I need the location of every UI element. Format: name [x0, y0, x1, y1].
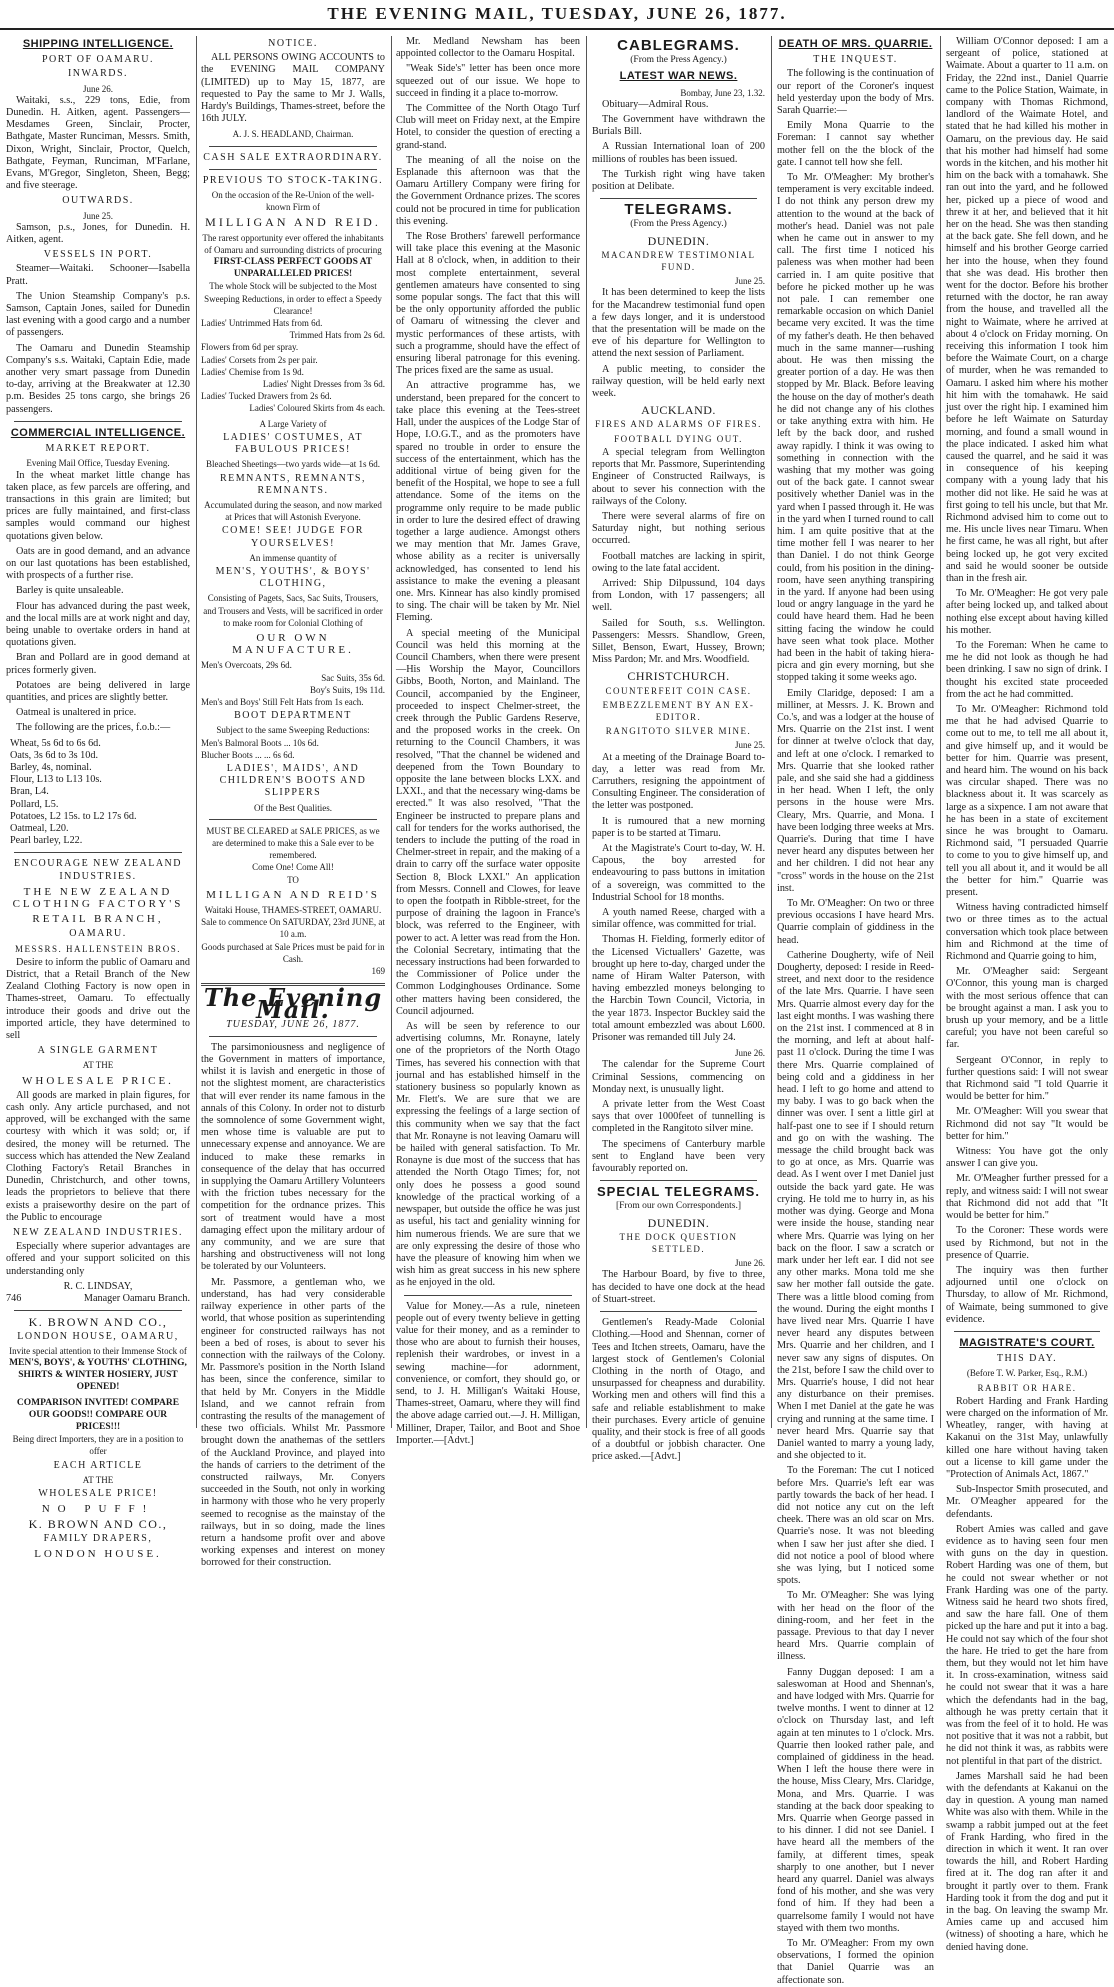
column-3: [396, 36, 580, 1446]
news-paragraph: "Weak Side's" letter has been once more squeezed out of our issue. We hope to succeed in finding it a place to-morrow.: [396, 63, 580, 99]
stock-item: Ladies' Tucked Drawers from 2s 6d.: [201, 391, 332, 402]
masthead: [0, 0, 1114, 32]
market-paragraph: The following are the prices, f.o.b.:—: [16, 722, 171, 734]
own-manufacture: OUR OWN MANUFACTURE.: [232, 631, 354, 657]
inquest-paragraph: To the Foreman: When he came to me he did not look as though he had been drinking. I saw no sign of drink. I thought his excited state proceeded from the act he had committed.: [946, 639, 1108, 700]
comparison-text: COMPARISON INVITED! COMPARE OUR GOODS!! COMPARE OUR PRICES!!!: [16, 1397, 180, 1432]
market-paragraph: Barley is quite unsaleable.: [16, 585, 124, 597]
christchurch-heading: CHRISTCHURCH.: [627, 669, 730, 684]
before-text: (Before T. W. Parker, Esq., R.M.): [966, 1368, 1088, 1379]
come-one: Come One! Come All!: [252, 862, 334, 873]
oamaru-caps: OAMARU.: [69, 928, 127, 940]
commercial-heading: COMMERCIAL INTELLIGENCE.: [10, 426, 186, 439]
wholesale-price: WHOLESALE PRICE.: [22, 1074, 174, 1087]
column-rule: [586, 36, 587, 1428]
being-direct: Being direct Importers, they are in a position to offer: [12, 1434, 184, 1457]
whole-stock-text: The whole Stock will be subjected to the Most Sweeping Reductions, in order to effect a Speedy Clearance!: [204, 281, 382, 316]
telegram-paragraph: It is rumoured that a new morning paper is to be started at Timaru.: [592, 815, 765, 839]
news-paragraph: An attractive programme has, we understand, been prepared for the concert to take place this evening at the Tees-street Hall, under the auspices of the Lodge Star of Hope, I.O.G.T., and as the promoters have spared no trouble in order to ensure the success of the entertainment, which has the additional virtue of being given for the benefit of the Hospital, we hope to see a full attendance. Some of the items on the programme only require to be made public in order to lure the desired effect of drawing together a large audience. Amongst others we may mention that Mr. James Grave, whose ability as a reciter is universally acknowledged, has consented to lend his assistance to make the evening a pleasant one. Mrs. Kinnear has also kindly promised to sing. The chair will be taken by Mr. Niel Fleming.: [396, 380, 580, 624]
price-item: Potatoes, L2 15s. to L2 17s 6d.: [10, 810, 137, 822]
inquest-paragraph: To the Coroner: These words were used by Richmond, but not in the presence of Quarrie.: [946, 1225, 1108, 1261]
signature-title: Manager Oamaru Branch.: [83, 1293, 190, 1305]
occasion-text: On the occasion of the Re-Union of the well-known Firm of: [211, 190, 375, 213]
advert-number: 746: [6, 1293, 22, 1305]
divider: [209, 819, 377, 820]
cablegrams-heading: CABLEGRAMS.: [617, 37, 740, 54]
fires-heading: FIRES AND ALARMS OF FIRES.: [595, 419, 762, 430]
telegram-paragraph: Sailed for South, s.s. Wellington. Passengers: Messrs. Shandlow, Green, Sillet, Benson, Ewart, Hussey, Brown; Miss Pardon; Mr. and Mrs. Woodfield.: [592, 617, 765, 666]
market-paragraph: In the wheat market little change has taken place, as few parcels are offering, and transactions in this grain are limited; but prices are fully maintained, and first-class samples would command our highest quotations given below.: [6, 469, 190, 542]
especially-text: Especially where superior advantages are offered and your support solicited on this understanding only: [6, 1241, 190, 1277]
inquest-paragraph: To Mr. O'Meagher: On two or three previous occasions I have heard Mrs. Quarrie complain of giddiness in the head.: [777, 898, 934, 946]
outwards-date: June 25.: [83, 210, 113, 221]
divider: [209, 146, 377, 147]
divider: [404, 1295, 572, 1296]
macandrew-heading: MACANDREW TESTIMONIAL FUND.: [601, 249, 756, 273]
notice-text: ALL PERSONS OWING ACCOUNTS to the EVENING MAIL COMPANY (LIMITED) up to May 15, 1877, are requested to Pay the same to Mr J. Walls, Hardy's Buildings, Thames-street, before the 16th JULY.: [201, 52, 385, 125]
column-rule: [196, 36, 197, 1428]
column-2: [201, 36, 385, 1569]
boot-dept-heading: BOOT DEPARTMENT: [234, 710, 352, 722]
telegram-paragraph: At the Magistrate's Court to-day, W. H. Capous, the boy arrested for endeavouring to pass buttons in imitation of a sovereign, was committed to the Industrial School for 18 months.: [592, 842, 765, 903]
waitaki-house: Waitaki House, THAMES-STREET, OAMARU.: [204, 905, 382, 915]
london-house: LONDON HOUSE, OAMARU,: [17, 1330, 179, 1342]
dateline: June 26.: [735, 1258, 765, 1269]
price-item: Oats, 3s 6d to 3s 10d.: [10, 749, 99, 761]
divider: [14, 421, 182, 422]
milligan-heading-2: MILLIGAN AND REID'S: [206, 888, 380, 901]
masthead-title: THE EVENING MAIL, TUESDAY, JUNE 26, 1877.: [327, 4, 787, 23]
rarest-text: The rarest opportunity ever offered the inhabitants of Oamaru and surrounding districts of procuring: [202, 232, 384, 255]
remnants-heading: REMNANTS, REMNANTS, REMNANTS.: [219, 472, 366, 496]
inquest-heading: THE INQUEST.: [813, 54, 898, 66]
outwards-text: Samson, p.s., Jones, for Dunedin. H. Aitken, agent.: [6, 221, 190, 246]
auckland-heading: AUCKLAND.: [641, 403, 716, 418]
shipping-heading: SHIPPING INTELLIGENCE.: [22, 38, 174, 50]
column-rule: [940, 36, 941, 1428]
telegram-paragraph: It has been determined to keep the lists for the Macandrew testimonial fund open a few days longer, and it is understood that the presentation will be made on the eve of his departure for Wellington to attend the next session of Parliament.: [592, 287, 765, 360]
cable-paragraph: The Turkish right wing have taken position at Delibate.: [592, 168, 765, 193]
price-item: Pearl barley, L22.: [10, 835, 83, 847]
london-house-2: LONDON HOUSE.: [34, 1547, 162, 1560]
inquest-paragraph: Catherine Dougherty, wife of Neil Dougherty, deposed: I reside in Reed-street, and next door to the residence of the late Mrs. Quarrie. I have seen Mrs. Quarrie almost every day for the last eight months. I was washing there on the 21st inst. I commenced at 8 in the morning, and left at about half-past 11 o'clock. During the time I was there Mrs. Quarrie complained of being cold and a giddiness in her head. I left to go home and attend to my baby. I was to go back when the dinner was over. I sent a little girl at half-past one to see if I should return and go on with the washing. The message the child brought back was to go at once, as Mrs. Quarrie was dead. As I went over I met Daniel just outside the back yard gate. He was crying. He told me to hurry in, as his mother was dying. George and Mona were inside the house, standing near where Mrs. Quarrie was lying on her back on the floor. I saw a scratch or mark under her left ear. I did not see any other marks. Mona told me she saw her mother fall outside the gate. There was a little blood coming from the wound. During the eight months I have lived near Mrs. Quarrie I have never heard any disputes between Mrs. Quarrie and her children, and I never saw any signs of disputes. On the 21st, before I saw the child over to Mrs. Quarrie's house, I did not hear any disturbance on their premises. When I met Daniel at the gate he was crying and running at the same time. I never heard Mrs. Quarrie say that Daniel wanted to marry a young lady, and she objected to it.: [777, 949, 934, 1462]
hallenstein-heading: MESSRS. HALLENSTEIN BROS.: [14, 943, 182, 954]
market-paragraph: Bran and Pollard are in good demand at prices formerly given.: [6, 652, 190, 676]
price-item: Pollard, L5.: [10, 798, 59, 810]
dateline: June 25.: [735, 276, 765, 287]
news-paragraph: The Committee of the North Otago Turf Club will meet on Friday next, at the Empire Hotel, to consider the question of erecting a grand-stand.: [396, 103, 580, 151]
vessels-heading: VESSELS IN PORT.: [43, 249, 153, 261]
milligan-heading: MILLIGAN AND REID.: [205, 215, 381, 230]
inquest-paragraph: William O'Connor deposed: I am a sergeant of police, stationed at Waimate. About a quarter to 11 a.m. on Friday, the 22nd inst., Daniel Quarrie came to the Police Station, Waimate, in company with Thomas Richmond, landlord of the Waimate Hotel, and stated that he had killed his mother in Oamaru, on the previous day. He said that his mother had himself had some words in the kitchen, and his mother hit him on the back with a tomahawk. She ran out into the yard, and he followed her, picked up a piece of wood and threw it at her, and believed that it hit her on the head. She was then standing at the back gate. She fell down, and he himself and his brother George carried her into the house, when they found that she was dead. His brother then went for the doctor. Before his brother returned with the doctor, he ran away from the house, and travelled all the night to Waimate, where he arrived at about 4 o'clock on Friday morning. On receiving this information I took him before the Waimate Court, on a charge of murder, when he was remanded to Oamaru. I asked him where his mother hit him with the tomahawk. He said just over the right hip. I examined him before he left Waimate on Saturday morning, and found a small wound in the place indicated. I asked him what caused the quarrel, and he said it was in consequence of his keeping company with a young lady that his mother did not like. He said he was at first going to tell his uncle, but that Mr. Richmond advised him to come out to me. His uncle lives near Timaru. When he first came, he was all right, but after being locked up, he got very excited and said he would sooner be outside than in the fresh air.: [946, 36, 1108, 584]
best-qualities: Of the Best Qualities.: [254, 802, 332, 813]
leader-paragraph: Mr. Passmore, a gentleman who, we understand, has had very considerable railway experience in other parts of the world, that whose position as superintending engineer for constructed railways has not been a bed of roses, is about to sever his connection with the railways of the Colony. Mr. Passmore's position in the North Island has been, since the conference, similar to that held by Mr. Conyers in the Middle Island, and we cannot refrain from contrasting the results of the management of these two officials. Whilst Mr. Passmore brought down the anathemas of the settlers of the Auckland Province, and played into the hands of carriers to the detriment of the constructed railways, Mr. Conyers succeeded in the South, not only in working in harmony with those who he very properly seemed to recognise as the mainstay of the railways, but in so doing, made the lines return a handsome profit over and above working expenses and interest on money borrowed for their construction.: [201, 1276, 385, 1569]
boot-item: Blucher Boots ... ... 6s 6d.: [201, 749, 295, 760]
column-5: [777, 36, 935, 1986]
telegram-paragraph: There were several alarms of fire on Saturday night, but nothing serious occurred.: [592, 510, 765, 547]
stock-item: Flowers from 6d per spray.: [201, 342, 299, 353]
single-garment: A SINGLE GARMENT: [37, 1045, 159, 1057]
dunedin-heading-2: DUNEDIN.: [647, 1215, 710, 1230]
men-item: Boy's Suits, 19s 11d.: [309, 684, 385, 695]
divider: [14, 852, 182, 853]
leader-paragraph: The parsimoniousness and negligence of the Government in matters of importance, whilst it is lavish and energetic in those of not the slightest moment, are characteristics that will ever render its name famous in the annals of this Colony. In order not to disturb the somnolence of some Government wight, men whose time is valuable are put to unnecessary expense and annoyance. We are induced to make these remarks in consequence of the delay that has occurred in supplying the Oamaru Artillery Volunteers with the friction tubes necessary for the competition for the ordnance prizes. This sort of treatment would have a most damaging effect upon the military ardour of any community, and we are sure that harshing and obstructiveness will not long be tolerated by our Volunteers.: [201, 1041, 385, 1273]
column-rule: [771, 36, 772, 1428]
inquest-paragraph: Witness having contradicted himself two or three times as to the actual conversation which took place between him and Richmond at the time of Richmond and Quarrie going to him,: [946, 902, 1108, 963]
masthead-rule: [0, 28, 1114, 30]
inquest-paragraph: To Mr. O'Meagher: From my own observations, I formed the opinion that Daniel Quarrie was an affectionate son.: [777, 1938, 934, 1986]
news-paragraph: A special meeting of the Municipal Council was held this morning at the Council Chambers, when there were present—His Worship the Mayor, Councillors Gibbs, Booth, Norton, and Mainland. The Council, accompanied by the Engineer, proceeded to inspect Chelmer-street, the creek through the Public Gardens Reserve, and the proposed works in the creek. On returning to the Council Chambers, it was resolved, "That the channel be widened and deepened from the Town Boundary to opposite the lane between blocks LXX. and LXXI., and that the necessary wing-dams be erected." It was also resolved, "That the Engineer be instructed to prepare plans and call for tenders for the works authorised, the tenders to include the putting of the road in Chelmer-street in repair, and the making of a drain to carry off the surface water opposite Section 8, Block LXXI." An application from Messrs. Connell and Clowes, for leave to open the footpath in Ribble-street, for the purpose of draining the lagoon in France's block, was referred to the Engineer, with power to act. A letter was read from the Hon. the Colonial Secretary, intimating that the necessary instructions had been forwarded to the Commissioner of Police under the Common Lodginghouses Ordinance. Some other matters having been considered, the Council adjourned.: [396, 627, 580, 1017]
column-4: [592, 36, 765, 1463]
death-heading: DEATH OF MRS. QUARRIE.: [778, 38, 933, 50]
inquest-paragraph: Emily Mona Quarrie to the Foreman: I cannot say whether mother fell on the the block of the gate. I cannot tell how she fell.: [777, 120, 934, 168]
market-heading: MARKET REPORT.: [45, 443, 151, 455]
inquest-paragraph: To the Foreman: The cut I noticed before Mrs. Quarrie's left ear was partly towards the back of her head. I did not notice any cut on the left cheek. There was an old scar on Mrs. Quarrie's nose. It was not bleeding when I saw her just after she died. I did not notice a pool of blood where she was lying, but I noticed some spots.: [777, 1465, 934, 1587]
at-the-2: AT THE: [82, 1474, 114, 1485]
divider: [14, 1310, 182, 1311]
inwards-date: June 26.: [83, 83, 113, 94]
bleached-text: Bleached Sheetings—two yards wide—at 1s 6d.: [206, 459, 380, 470]
stock-item: Ladies' Coloured Skirts from 4s each.: [249, 403, 385, 414]
paper-date: TUESDAY, JUNE 26, 1877.: [226, 1018, 360, 1030]
no-puff: NO PUFF!: [41, 1503, 155, 1516]
column-1: [6, 36, 190, 1560]
port-heading: PORT OF OAMARU.: [41, 54, 154, 66]
men-list: [201, 659, 385, 708]
telegram-paragraph: The specimens of Canterbury marble sent to England have been very favourably reported on.: [592, 1138, 765, 1175]
family-drapers: FAMILY DRAPERS,: [43, 1532, 153, 1544]
divider: [954, 1331, 1100, 1332]
stock-item: Ladies' Night Dresses from 3s 6d.: [262, 379, 385, 390]
retail-branch-heading: RETAIL BRANCH,: [32, 913, 164, 926]
war-news-heading: LATEST WAR NEWS.: [619, 70, 738, 83]
inquest-paragraph: Mr. O'Meagher: Will you swear that Richmond did not say "It would be better for him.": [946, 1106, 1108, 1142]
dateline: June 26.: [735, 1048, 765, 1059]
must-be-cleared: MUST BE CLEARED at SALE PRICES, as we are determined to make this a Sale ever to be remembered.: [206, 825, 380, 861]
column-rule: [391, 36, 392, 1428]
signature: R. C. LINDSAY,: [63, 1280, 133, 1292]
cash-sale-heading: CASH SALE EXTRAORDINARY.: [203, 151, 383, 163]
goods-text: All goods are marked in plain figures, for cash only. Any article purchased, and not approved, will be exchanged with the same courtesy with which it was sold; or, if desired, the money will be returned. The success which has attended the New Zealand Clothing Factory's Retail Branches in Dunedin, Christchurch, and other towns, leads the proprietors to believe that there exists a praiseworthy desire on the part of the Public to encourage: [6, 1089, 190, 1223]
consisting-text: Consisting of Pagets, Sacs, Sac Suits, Trousers, and Trousers and Vests, will be sacrificed in order to make room for Colonial Clothing of: [203, 593, 383, 628]
market-paragraph: Potatoes are being delivered in large quantities, and prices are slightly better.: [6, 679, 190, 703]
telegram-paragraph: The Harbour Board, by five to three, has decided to have one dock at the head of Stuart-street.: [592, 1269, 765, 1305]
inquest-paragraph: Witness: You have got the only answer I can give you.: [946, 1146, 1108, 1170]
paper-title: The Evening Mail.: [203, 983, 383, 1025]
price-item: Barley, 4s, nominal.: [10, 761, 92, 773]
advert-paragraph: Gentlemen's Ready-Made Colonial Clothing.—Hood and Shennan, corner of Tees and Itchen streets, Oamaru, have the largest stock of Gentlemen's Colonial Clothing in the north of Otago, and unsurpassed for cheapness and durability. Working men and others will find this a safe and reliable establishment to make their purchases. Every article of genuine quality, and their stock is free of all goods of a doubtful or jobbish character. One price asked.—[Advt.]: [592, 1317, 765, 1463]
advert-number: 169: [371, 966, 385, 977]
nz-clothing-text: Desire to inform the public of Oamaru and District, that a Retail Branch of the New Zealand Clothing Factory is now open in Thames-street, Oamaru. To effectually introduce their goods and drive out the imported article, they have determined to sell: [6, 956, 190, 1042]
divider: [209, 169, 377, 170]
price-item: Flour, L13 to L13 10s.: [10, 774, 102, 786]
divider: [600, 1180, 757, 1181]
inquest-paragraph: Mr. O'Meagher further pressed for a reply, and witness said: I will not swear that Richmond did not add that "It would be better for him.": [946, 1173, 1108, 1222]
news-paragraph: As will be seen by reference to our advertising columns, Mr. Ronayne, lately one of the proprietors of the North Otago Times, has severed his connection with that journal and has established himself in the stationery business so popularly known as Mr. Flett's. We are sure that we are expressing the feelings of a large section of this community when we say that the fact that Mr. Ronayne is not leaving Oamaru will be hailed with general satisfaction. To Mr. Ronayne is due most of the success that has attended the North Otago Times; for, not only does he possess a good sound knowledge of the practical working of a newspaper, but outside the office he was just as useful, his tact and geniality winning for him numerous friends. We are sure that we are only expressing the desire of those who have the pleasure of knowing him when we wish him as great success in his new sphere as he enjoyed in the old.: [396, 1021, 580, 1289]
at-the: AT THE: [82, 1060, 114, 1071]
notice-heading: NOTICE.: [268, 38, 318, 49]
inquest-paragraph: To Mr. O'Meagher: She was lying with her head on the floor of the dining-room, and her feet in the passage. Previous to that day I never heard Mrs. Quarrie complain of illness.: [777, 1590, 934, 1663]
inquest-paragraph: Emily Claridge, deposed: I am a milliner, at Messrs. J. K. Brown and Co.'s, and was a lodger at the house of Mrs. Quarrie on the 21st inst. I went for dinner at twelve o'clock that day, and left at one o'clock. I remarked to Mrs. Quarrie that she looked rather pale, and she said she had a giddiness in her head. When I left, the only persons in the house were Mrs. Cleary, Mrs. Quarrie, and Mona. I have been lodging three weeks at Mrs. Quarrie's. During that time I have never heard any disputes between her and her children. I did not hear any "cross" words in the house on the 21st inst.: [777, 687, 935, 894]
bombay-dateline: Bombay, June 23, 1.32.: [680, 87, 765, 98]
market-subheading: Evening Mail Office, Tuesday Evening.: [26, 458, 170, 469]
immense-text: An immense quantity of: [249, 552, 337, 563]
union-text: The Union Steamship Company's p.s. Samson, Captain Jones, sailed for Dunedin last evening with a good cargo and a number of passengers.: [6, 290, 190, 339]
advert-paragraph: Value for Money.—As a rule, nineteen people out of every twenty believe in getting value for their money, and as a reminder to those who are about to furnish their houses, replenish their wardrobes, or invest in a sewing machine—for adornment, convenience, or comfort, they should go, or send, to J. H. Milligan's Waitaki House, Thames-street, Oamaru, where they will find the above adage carried out.—J. H. Milligan, Milliner, Draper, Tailor, and Boot and Shoe Importer.—[Advt.]: [396, 1300, 580, 1446]
market-paragraph: Flour has advanced during the past week, and the local mills are at work night and day, being unable to overtake orders in hand at quotations given.: [6, 600, 190, 649]
special-source: [From our own Correspondents.]: [615, 1201, 742, 1212]
cable-paragraph: A Russian International loan of 200 millions of roubles has been issued.: [592, 141, 765, 165]
dock-heading: THE DOCK QUESTION SETTLED.: [619, 1231, 738, 1255]
mens-clothing-heading: MEN'S, YOUTHS', & BOYS' CLOTHING,: [215, 565, 371, 590]
inwards-text: Waitaki, s.s., 229 tons, Edie, from Dunedin. H. Aitken, agent. Passengers—Mesdames Green, Sinclair, Procter, Bathgate, Master Runciman, Messrs. Smith, Dixon, Wright, Sinclair, Proctor, Quelch, Bathgate, Feyman, Runciman, M'Farlane, Evans, M'Gregor, Singleton, Sheen, Begg; and five steerage.: [6, 94, 190, 192]
court-paragraph: Robert Amies was called and gave evidence as to having seen four men with guns on the day in question. Robert Harding was one of them, but he could not swear whether or not Frank Harding was one of the party. Witness said he heard two shots fired, and saw the hare fall. One of them picked up the hare and put it into a bag. He could not say which of the four shot the hare. He tried to get the hare from them, but they would not let him have it. In cross-examination, witness said he could not swear that it was a hare which the defendants had in the bag, although he was pretty certain that it was from the feel of it to hold. He was not positive that it was not a rabbit, but he did not think it was, as rabbits were not plentiful in that part of the district.: [946, 1523, 1108, 1767]
vessels-text: Steamer—Waitaki. Schooner—Isabella Pratt.: [6, 263, 190, 287]
price-item: Wheat, 5s 6d to 6s 6d.: [10, 737, 101, 749]
ladies-boots: LADIES', MAIDS', AND CHILDREN'S BOOTS AND SLIPPERS: [219, 762, 367, 799]
court-paragraph: Sub-Inspector Smith prosecuted, and Mr. O'Meagher appeared for the defendants.: [946, 1484, 1108, 1520]
men-item: Men's and Boys' Still Felt Hats from 1s each.: [201, 696, 364, 707]
dateline: June 25.: [735, 740, 765, 751]
telegrams-heading: TELEGRAMS.: [624, 201, 733, 219]
brown-heading: K. BROWN AND CO.,: [28, 1315, 168, 1330]
news-paragraph: The meaning of all the noise on the Esplanade this afternoon was that the Oamaru Artillery Company were firing for the Government Ordnance prizes. The scores could not be procured in time for publication this evening.: [396, 154, 580, 227]
telegram-paragraph: At a meeting of the Drainage Board to-day, a letter was read from Mr. Carruthers, resigning the appointment of Consulting Engineer. The consideration of the letter was postponed.: [592, 751, 765, 812]
stock-item: Ladies' Corsets from 2s per pair.: [201, 354, 318, 365]
encourage-heading: ENCOURAGE NEW ZEALAND INDUSTRIES.: [14, 858, 182, 882]
first-class-text: FIRST-CLASS PERFECT GOODS AT UNPARALLELED PRICES!: [213, 257, 373, 280]
court-paragraph: Robert Harding and Frank Harding were charged on the information of Mr. Wheatley, ranger, with having at Kakanui on the 31st May, unlawfully killed one hare without having taken out a license to kill game under the "Protection of Animals Act, 1867.": [946, 1395, 1108, 1480]
divider: [209, 1036, 377, 1037]
inquest-paragraph: To Mr. O'Meagher: My brother's temperament is very excitable indeed. I do not think any person drew my attention to the wound at the back of mother's head. Daniel was not pale when he came out in answer to my call. The first time I noticed his paleness was when mother had been carried in. I am quite positive that before he picked mother up he was not pale. I can remember one remarkable occasion on which Daniel became very excited. It was the time of my father's death. He then behaved much in the same manner—rushing about. He was then missing the greater portion of a day. He was then stopped by Mr. Black. Before leaving the house on the day of mother's death he did not change any of his clothes or take anything extra with him. He left by the back door, and rushed away rapidly. I think it was owing to something in connection with the washing that my mother was going out of the back gate. I cannot swear positively whether Daniel was in the yard when I passed through it. He was in the yard when I turned round to call him. I am quite positive that at the time mother fell I was nearer to her than Daniel. I do not think George could, from his position in the dining-room, have seen anything transpiring in the yard. If anyone had been using loud or angry language in the yard he could have heard them. Had he been sitting facing the window he could have seen what took place. Mother had been in the habit of taking hiera-picra and gin every morning, but she stopped taking it some weeks ago.: [777, 172, 934, 684]
brown-heading-2: K. BROWN AND CO.,: [28, 1517, 168, 1532]
special-telegrams-heading: SPECIAL TELEGRAMS.: [597, 1184, 760, 1200]
news-paragraph: Mr. Medland Newsham has been appointed collector to the Oamaru Hospital.: [396, 36, 580, 60]
court-paragraph: James Marshall said he had been with the defendants at Kakanui on the day in question. A young man named White was also with them. While in the swamp a rabbit jumped out at the feet of Frank Harding, who fired in the direction in which it went. It ran over towards the hill, and Robert Harding fired at it. The dog ran after it and brought it partly over to them. Frank Harding took it from the dog and put it in the bag. On leaving the swamp Mr. Amies came up and accused him (witness) of shooting a hare, which he denied having done.: [946, 1770, 1108, 1953]
men-item: Sac Suits, 35s 6d.: [321, 672, 385, 683]
come-see: COME! SEE! JUDGE FOR YOURSELVES!: [222, 525, 364, 549]
cable-paragraph: The Government have withdrawn the Burials Bill.: [592, 114, 765, 138]
stock-taking-heading: PREVIOUS TO STOCK-TAKING.: [202, 174, 384, 186]
price-list: [6, 738, 190, 848]
counterfeit-heading: COUNTERFEIT COIN CASE.: [605, 685, 752, 696]
cablegrams-source: (From the Press Agency.): [630, 55, 727, 66]
telegram-paragraph: Arrived: Ship Dilpussund, 104 days from London, with 17 passengers; all well.: [592, 577, 765, 614]
stock-item: Ladies' Chemise from 1s 9d.: [201, 366, 304, 377]
headland-signature: A. J. S. HEADLAND, Chairman.: [232, 129, 354, 140]
football-heading: FOOTBALL DYING OUT.: [614, 433, 743, 444]
men-item: Men's Overcoats, 29s 6d.: [201, 660, 292, 671]
inwards-heading: INWARDS.: [67, 68, 129, 80]
magistrate-heading: MAGISTRATE'S COURT.: [959, 1336, 1095, 1349]
telegram-paragraph: Thomas H. Fielding, formerly editor of the Licensed Victuallers' Gazette, was brought up here to-day, charged under the name of Hiram Walter Paterson, with having embezzled moneys belonging to the Harcbin Town Council, Victoria, in the year 1873. Inspector Buckley said the total amount embezzled was about L600. Prisoner was remanded till July 24.: [592, 934, 765, 1044]
subject-text: Subject to the same Sweeping Reductions:: [216, 725, 370, 736]
telegram-paragraph: A public meeting, to consider the railway question, will be held early next week.: [592, 363, 765, 400]
inquest-paragraph: To Mr. O'Meagher: Richmond told me that he had advised Quarrie to come out to me, to tell me all about it, and give himself up, and it would be better for him. Quarrie was present, and heard him. The wound on his back was circular shaped. There was no blackness about it. It was scarcely as large as a sixpence. I am not aware that he has been in a state of excitement since he was brought to Oamaru. Richmond said, "I persuaded Quarrie to come to you to give himself up, and tell you all about it, and it would be all the better for him." Quarrie was present.: [946, 703, 1108, 899]
boot-item: Men's Balmoral Boots ... 10s 6d.: [201, 737, 319, 748]
telegrams-source: (From the Press Agency.): [630, 219, 727, 230]
inquest-paragraph: Mr. O'Meagher said: Sergeant O'Connor, this young man is charged with the most serious offence that can be brought against a man. I ask you to brush up your memory, and be a little careful; you have not been careful so far.: [946, 966, 1108, 1051]
price-item: Oatmeal, L20.: [10, 822, 69, 834]
sale-commence: Sale to commence On SATURDAY, 23rd JUNE, at 10 a.m.: [201, 917, 385, 940]
nz-clothing-heading: THE NEW ZEALAND CLOTHING FACTORY'S: [12, 885, 184, 910]
to-text: TO: [287, 874, 299, 885]
inquest-paragraph: The following is the continuation of our report of the Coroner's inquest held yesterday upon the body of Mrs. Sarah Quarrie:—: [777, 68, 934, 117]
wholesale-price-2: WHOLESALE PRICE!: [38, 1487, 158, 1499]
mens-clothing-text: MEN'S, BOYS', & YOUTHS' CLOTHING, SHIRTS & WINTER HOSIERY, JUST OPENED!: [9, 1357, 187, 1393]
large-variety: A Large Variety of: [259, 418, 327, 429]
column-6: [946, 36, 1108, 1953]
ladies-costumes: LADIES' COSTUMES, AT FABULOUS PRICES!: [223, 431, 363, 456]
oamaru-steamship-text: The Oamaru and Dunedin Steamship Company's s.s. Waitaki, Captain Edie, made another very smart passage from Dunedin to-day, arriving at the Breakwater at 12.30 p.m. Besides 25 tons cargo, she brings 26 passengers.: [6, 342, 190, 415]
telegram-paragraph: A private letter from the West Coast says that over 1000feet of tunnelling is completed in the Rangitoto silver mine.: [592, 1099, 765, 1135]
embezzlement-heading: EMBEZZLEMENT BY AN EX-EDITOR.: [602, 699, 755, 722]
news-paragraph: The Rose Brothers' farewell performance will take place this evening at the Masonic Hall at 8 o'clock, when, in addition to their most complete entertainment, several gentlemen amateurs have consented to sing some popular songs. The fact that this will be the only opportunity afforded the public of Oamaru of witnessing the clever and mystic performances of these artists, with such a programme, should have the effect of ensuring liberal patronage for this evening. The prices fixed are the same as usual.: [396, 231, 580, 377]
rangitoto-heading: RANGITOTO SILVER MINE.: [605, 726, 752, 737]
stock-item: Ladies' Untrimmed Hats from 6d.: [201, 318, 323, 329]
boot-list: [201, 737, 385, 761]
telegram-paragraph: The calendar for the Supreme Court Criminal Sessions, commencing on Monday next, is unusually light.: [592, 1059, 765, 1095]
accumulated-text: Accumulated during the season, and now marked at Prices that will Astonish Everyone.: [204, 499, 382, 523]
telegram-paragraph: Football matches are lacking in spirit, owing to the late fatal accident.: [592, 550, 765, 574]
telegram-paragraph: A youth named Reese, charged with a similar offence, was committed for trial.: [592, 907, 765, 931]
stock-item: Trimmed Hats from 2s 6d.: [289, 330, 385, 341]
outwards-heading: OUTWARDS.: [62, 195, 134, 207]
nz-industries: NEW ZEALAND INDUSTRIES.: [12, 1227, 184, 1239]
divider: [600, 1311, 757, 1312]
each-article: EACH ARTICLE: [53, 1459, 143, 1471]
divider: [600, 198, 757, 199]
telegram-paragraph: A special telegram from Wellington reports that Mr. Passmore, Superintending Engineer of Constructed Railways, is about to sever his connection with the railways of the Colony.: [592, 446, 765, 507]
cable-paragraph: Obituary—Admiral Rous.: [602, 98, 709, 110]
invite-text: Invite special attention to their Immense Stock of: [9, 1345, 187, 1356]
rabbit-heading: RABBIT OR HARE.: [977, 1382, 1077, 1393]
inquest-paragraph: Sergeant O'Connor, in reply to further questions said: I will not swear that Richmond said "I told Quarrie it would be better for him.": [946, 1054, 1108, 1103]
inquest-paragraph: The inquiry was then further adjourned until one o'clock on Thursday, to allow of Mr. Richmond, of Waimate, being summoned to give evidence.: [946, 1264, 1108, 1325]
inquest-paragraph: Fanny Duggan deposed: I am a saleswoman at Hood and Shennan's, and have lodged with Mrs. Quarrie for twelve months. I went to dinner at 12 o'clock on Thursday last, and left again at ten minutes to 1 o'clock. Mrs. Quarrie then looked rather pale, and complained of giddiness in the head. When I left the house there were in the house, Miss Cleary, Mrs. Claridge, Mona, and Mrs. Quarrie. I was standing at the back door speaking to Mrs. Quarrie when George passed in to his dinner. I did not see Daniel. I have heard all the members of the family, at different times, speak sharply to one another, but I never heard any quarrel. Daniel was always fond of his mother, and she was very fond of him. If they had been a quarrelsome family I would not have stayed with them two months.: [777, 1666, 935, 1934]
stock-list: [201, 317, 385, 415]
signature-line: [6, 1293, 190, 1305]
this-day: THIS DAY.: [996, 1353, 1058, 1365]
dunedin-heading: DUNEDIN.: [647, 233, 710, 248]
market-paragraph: Oatmeal is unaltered in price.: [16, 707, 137, 719]
goods-purchased: Goods purchased at Sale Prices must be paid for in Cash.: [201, 941, 385, 964]
price-item: Bran, L4.: [10, 786, 49, 798]
inquest-paragraph: To Mr. O'Meagher: He got very pale after being locked up, and talked about nothing else except about having killed his mother.: [946, 588, 1108, 636]
market-paragraph: Oats are in good demand, and an advance on our last quotations has been established, with prospects of a further rise.: [6, 545, 190, 582]
